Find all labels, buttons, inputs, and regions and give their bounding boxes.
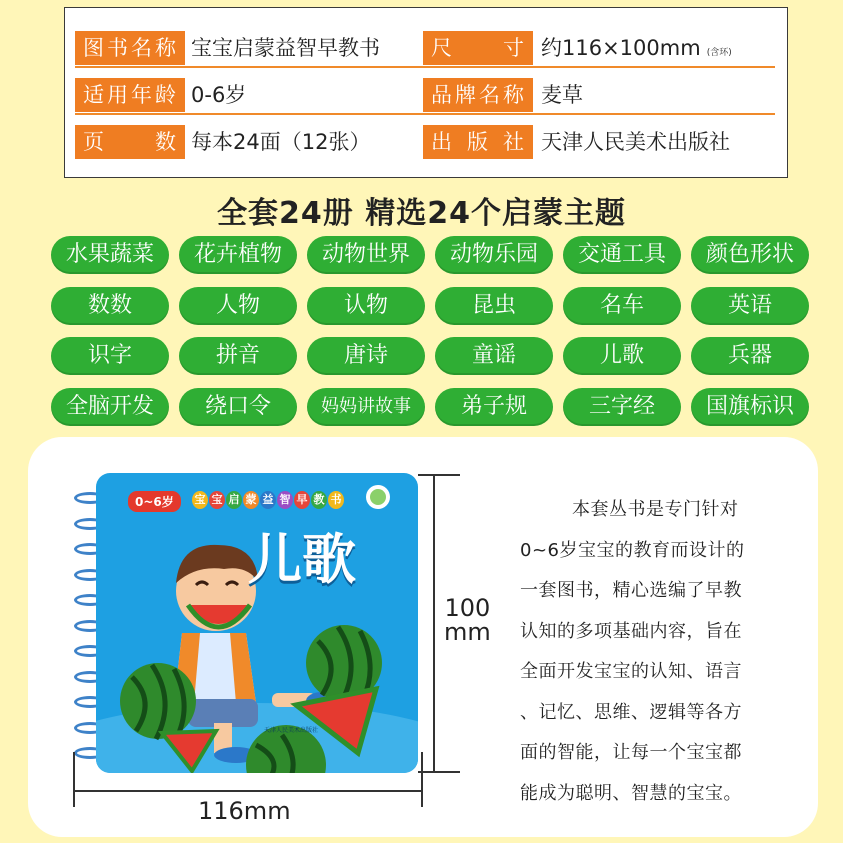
spec-label: 品牌名称 bbox=[423, 78, 533, 112]
spec-label: 图书名称 bbox=[75, 31, 185, 65]
cover-age-tag: 0~6岁 bbox=[128, 491, 181, 512]
spec-divider bbox=[75, 66, 775, 68]
description-line: 认知的多项基础内容，旨在 bbox=[520, 620, 742, 642]
cover-series-char: 益 bbox=[260, 491, 276, 509]
theme-pill: 儿歌 bbox=[563, 337, 681, 375]
theme-pill: 认物 bbox=[307, 287, 425, 325]
spec-label: 适用年龄 bbox=[75, 78, 185, 112]
theme-pill: 国旗标识 bbox=[691, 388, 809, 426]
cover-series-char: 蒙 bbox=[243, 491, 259, 509]
theme-pill: 识字 bbox=[51, 337, 169, 375]
cover-series-char: 教 bbox=[311, 491, 327, 509]
cover-series-char: 智 bbox=[277, 491, 293, 509]
cover-series-char: 宝 bbox=[192, 491, 208, 509]
theme-pill: 交通工具 bbox=[563, 236, 681, 274]
spec-value: 麦草 bbox=[541, 83, 583, 107]
spec-value: 约116×100mm (含环) bbox=[541, 36, 732, 60]
section-heading: 全套24册 精选24个启蒙主题 bbox=[217, 196, 626, 231]
description-line: 能成为聪明、智慧的宝宝。 bbox=[520, 782, 742, 804]
spec-value: 0-6岁 bbox=[191, 83, 247, 107]
theme-pill: 妈妈讲故事 bbox=[307, 388, 425, 426]
theme-pill: 昆虫 bbox=[435, 287, 553, 325]
theme-pill: 唐诗 bbox=[307, 337, 425, 375]
theme-pill: 数数 bbox=[51, 287, 169, 325]
theme-pill: 童谣 bbox=[435, 337, 553, 375]
cover-series-title bbox=[192, 491, 345, 511]
theme-pill: 动物世界 bbox=[307, 236, 425, 274]
cover-series-char: 宝 bbox=[209, 491, 225, 509]
theme-pill: 英语 bbox=[691, 287, 809, 325]
theme-pill: 颜色形状 bbox=[691, 236, 809, 274]
cover-publisher: 天津人民美术出版社 bbox=[264, 727, 319, 734]
book-cover-image bbox=[96, 473, 418, 773]
description-line: 一套图书，精心选编了早教 bbox=[520, 580, 742, 601]
width-tick-right bbox=[421, 752, 423, 807]
width-tick-left bbox=[73, 752, 75, 807]
theme-pill: 全脑开发 bbox=[51, 388, 169, 426]
theme-pill: 绕口令 bbox=[179, 388, 297, 426]
spec-row bbox=[75, 31, 841, 65]
theme-grid bbox=[51, 236, 811, 424]
theme-pill: 兵器 bbox=[691, 337, 809, 375]
spec-value: 宝宝启蒙益智早教书 bbox=[191, 36, 380, 60]
theme-pill: 人物 bbox=[179, 287, 297, 325]
height-tick-top bbox=[418, 474, 460, 476]
description-line: 0~6岁宝宝的教育而设计的 bbox=[520, 539, 745, 561]
theme-pill: 拼音 bbox=[179, 337, 297, 375]
product-description bbox=[520, 490, 776, 814]
width-dimension-line bbox=[74, 790, 422, 792]
theme-pill: 水果蔬菜 bbox=[51, 236, 169, 274]
theme-pill: 三字经 bbox=[563, 388, 681, 426]
description-line: 面的智能，让每一个宝宝都 bbox=[520, 742, 742, 763]
spec-row bbox=[75, 78, 841, 112]
theme-pill: 名车 bbox=[563, 287, 681, 325]
spec-divider bbox=[75, 113, 775, 115]
cover-series-char: 早 bbox=[294, 491, 310, 509]
theme-pill: 弟子规 bbox=[435, 388, 553, 426]
height-value: 100 bbox=[444, 594, 491, 622]
spec-label: 页 数 bbox=[75, 125, 185, 159]
description-line: 、记忆、思维、逻辑等各方 bbox=[520, 701, 742, 723]
height-dimension-line bbox=[433, 475, 435, 771]
cover-series-char: 书 bbox=[328, 491, 344, 509]
theme-pill: 动物乐园 bbox=[435, 236, 553, 274]
spec-row bbox=[75, 125, 841, 159]
cover-title: 儿歌 bbox=[248, 528, 356, 591]
description-line: 全面开发宝宝的认知、语言 bbox=[520, 661, 742, 682]
spec-label: 出 版 社 bbox=[423, 125, 533, 159]
height-unit: mm bbox=[444, 618, 491, 646]
spec-note: (含环) bbox=[706, 48, 732, 58]
description-line: 本套丛书是专门针对 bbox=[572, 499, 739, 520]
height-tick-bottom bbox=[418, 771, 460, 773]
width-label: 116mm bbox=[198, 797, 291, 825]
theme-pill: 花卉植物 bbox=[179, 236, 297, 274]
spec-value: 天津人民美术出版社 bbox=[541, 130, 730, 154]
cover-series-char: 启 bbox=[226, 491, 242, 509]
spec-label: 尺 寸 bbox=[423, 31, 533, 65]
spec-value: 每本24面（12张） bbox=[191, 130, 371, 154]
height-label bbox=[444, 596, 491, 644]
